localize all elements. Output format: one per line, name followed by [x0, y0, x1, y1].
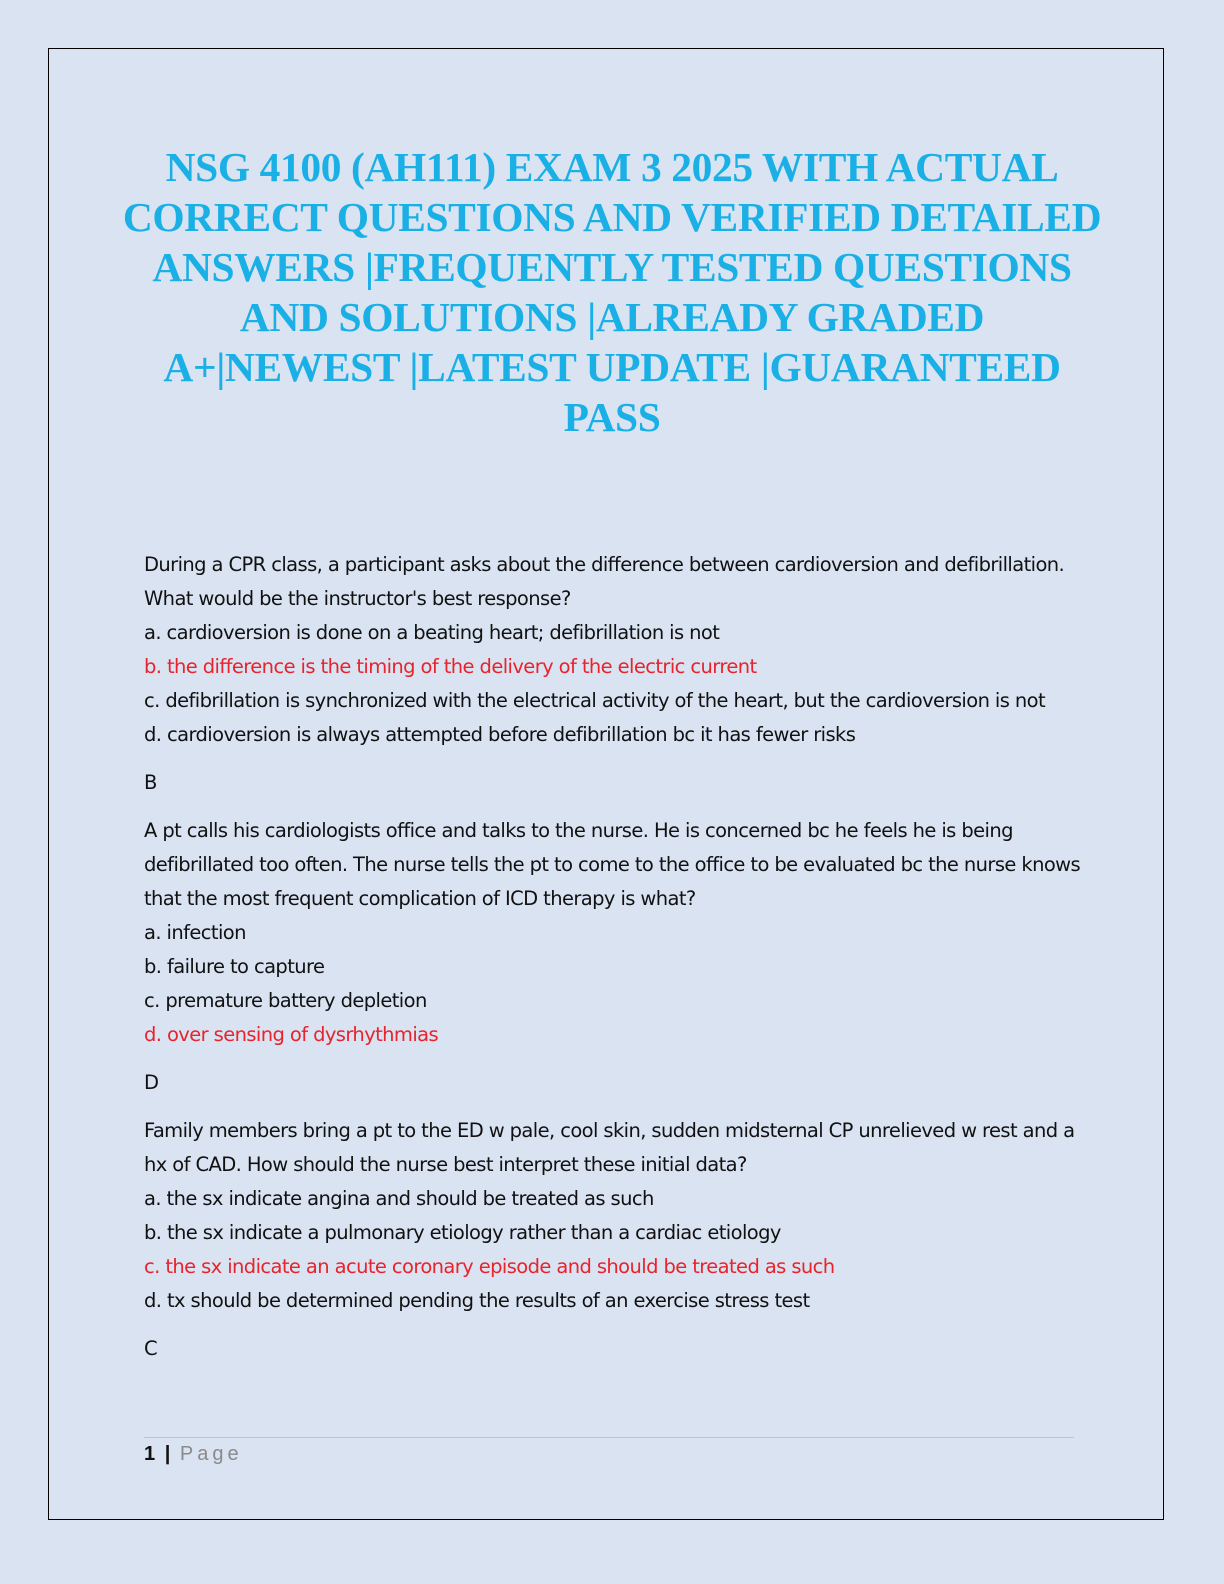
page-label: Page	[179, 1443, 243, 1465]
option-c-correct: c. the sx indicate an acute coronary episode and should be treated as such	[144, 1255, 835, 1278]
question-text: Family members bring a pt to the ED w pale, cool skin, sudden midsternal CP unrelieved w rest and a hx of CAD. How should the nurse best interpret these initial data?	[144, 1119, 1075, 1176]
option-d: d. tx should be determined pending the results of an exercise stress test	[144, 1289, 810, 1312]
page-number: 1	[144, 1443, 156, 1465]
document-title: NSG 4100 (AH111) EXAM 3 2025 WITH ACTUAL CORRECT QUESTIONS AND VERIFIED DETAILED ANSWERS |FREQUENTLY TESTED QUESTIONS AND SOLUTIONS |ALREADY GRADED A+|NEWEST |LATEST UPDATE |GUARANTEED PASS	[122, 144, 1102, 440]
footer-divider	[144, 1437, 1074, 1438]
option-b: b. failure to capture	[144, 955, 325, 978]
question-block	[144, 814, 1084, 1100]
question-list	[144, 548, 1084, 1380]
option-b: b. the sx indicate a pulmonary etiology rather than a cardiac etiology	[144, 1221, 781, 1244]
option-a: a. the sx indicate angina and should be treated as such	[144, 1187, 654, 1210]
option-d-correct: d. over sensing of dysrhythmias	[144, 1023, 439, 1046]
question-text: A pt calls his cardiologists office and talks to the nurse. He is concerned bc he feels he is being defibrillated too often. The nurse tells the pt to come to the office to be evaluated bc the nurse knows that the most frequent complication of ICD therapy is what?	[144, 819, 1081, 910]
answer-key: B	[144, 771, 157, 794]
option-d: d. cardioversion is always attempted before defibrillation bc it has fewer risks	[144, 723, 856, 746]
question-block	[144, 1114, 1084, 1366]
option-b-correct: b. the difference is the timing of the delivery of the electric current	[144, 655, 757, 678]
page-footer	[144, 1441, 243, 1467]
option-a: a. infection	[144, 921, 246, 944]
answer-key: D	[144, 1071, 159, 1094]
option-c: c. premature battery depletion	[144, 989, 427, 1012]
footer-separator: |	[164, 1443, 171, 1465]
question-block	[144, 548, 1084, 800]
question-text: During a CPR class, a participant asks about the difference between cardioversion and defibrillation. What would be the instructor's best response?	[144, 553, 1065, 610]
answer-key: C	[144, 1337, 158, 1360]
option-a: a. cardioversion is done on a beating heart; defibrillation is not	[144, 621, 720, 644]
option-c: c. defibrillation is synchronized with the electrical activity of the heart, but the cardioversion is not	[144, 689, 1046, 712]
